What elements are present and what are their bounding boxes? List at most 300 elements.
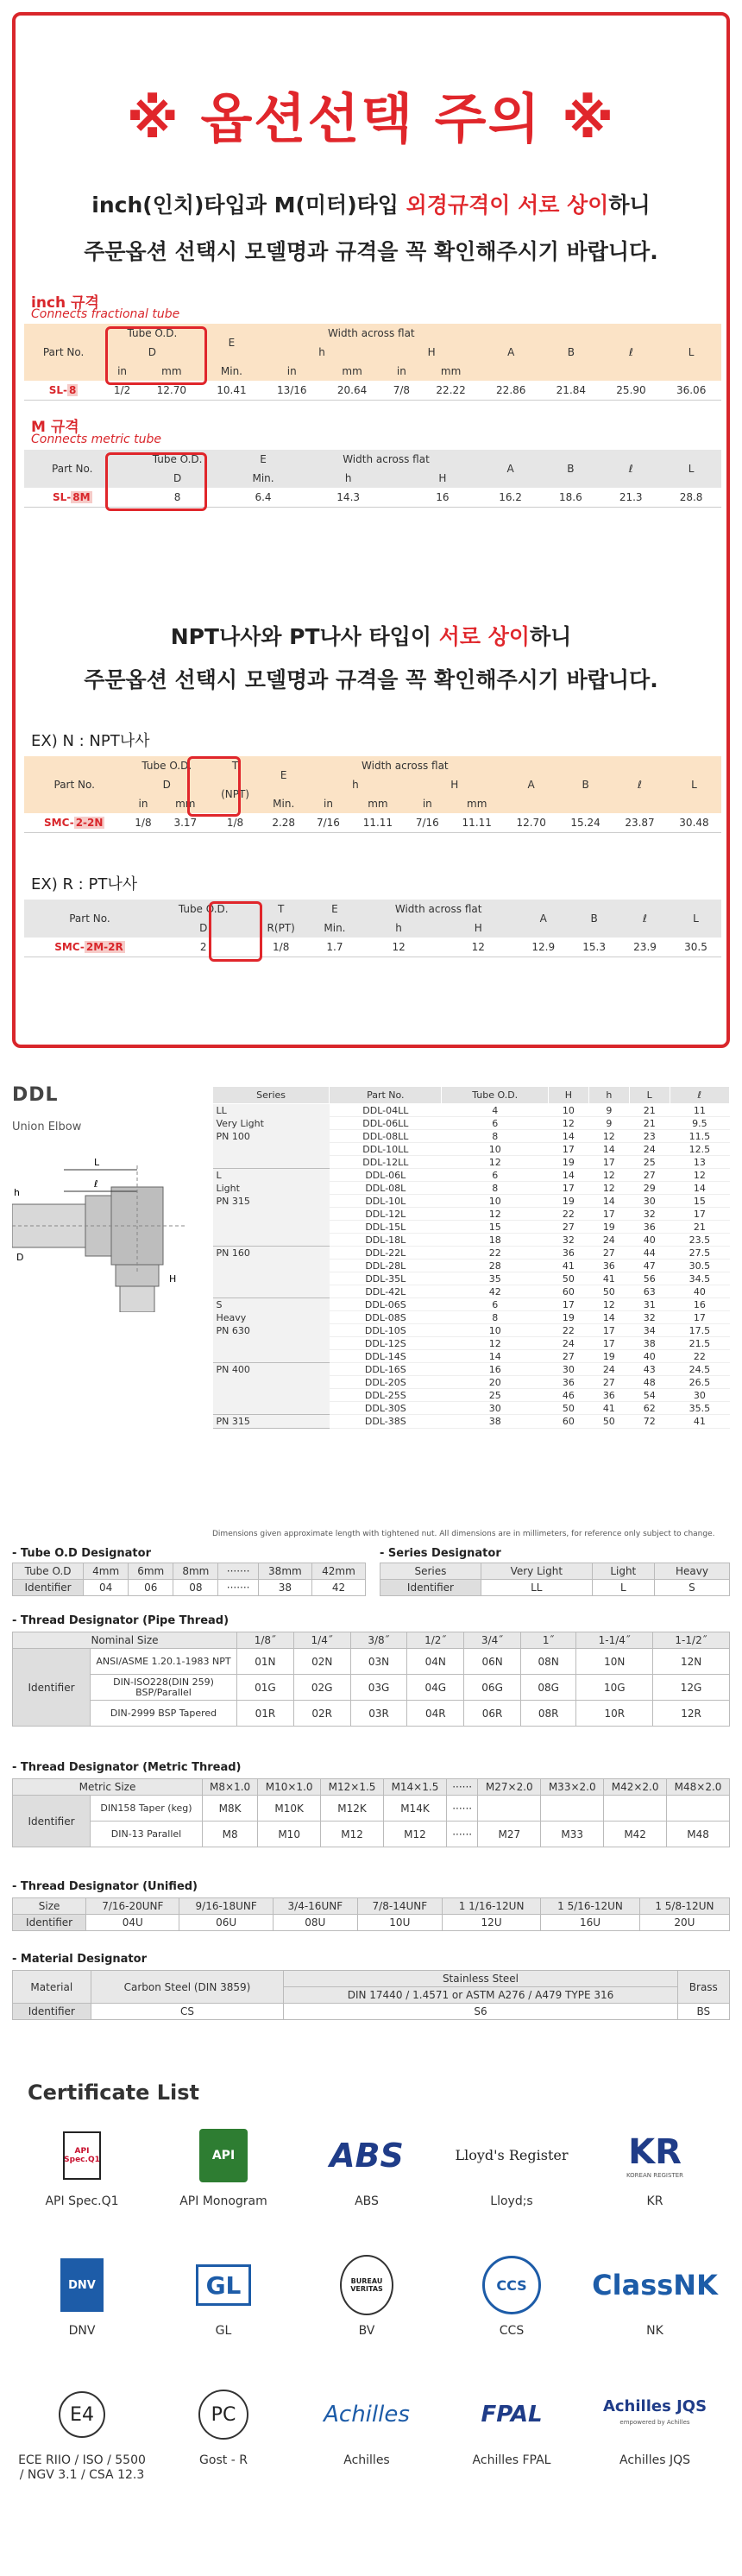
ddl-value: DDL-06L: [330, 1169, 442, 1182]
table-row: [213, 1087, 730, 1104]
certificate-logo-mark: Achilles: [324, 2402, 410, 2428]
part-number: [24, 813, 124, 832]
tube-od-title: - Tube O.D Designator: [12, 1547, 151, 1560]
ddl-value: 23: [629, 1130, 670, 1143]
ddl-value: 15: [670, 1195, 729, 1208]
certificate-caption: DNV: [68, 2324, 96, 2338]
value-cell: 23.87: [613, 813, 667, 832]
notice-line-3-c: 하니: [530, 624, 572, 649]
achilles-icon: [302, 2383, 431, 2447]
col-e: E: [261, 756, 306, 794]
certificate-gost: [159, 2383, 288, 2468]
ddl-column-header: Tube O.D.: [442, 1087, 549, 1104]
ddl-value: 41: [670, 1415, 729, 1429]
table-row: [13, 1779, 730, 1796]
ddl-value: 50: [548, 1272, 588, 1285]
ddl-value: 14: [588, 1195, 629, 1208]
ddl-value: 19: [548, 1195, 588, 1208]
ddl-value: 19: [548, 1311, 588, 1324]
ddl-value: 24: [588, 1363, 629, 1376]
ddl-value: 14: [548, 1130, 588, 1143]
diagram-label-L: L: [94, 1157, 100, 1168]
ddl-value: 24: [588, 1234, 629, 1247]
value-cell: 30.48: [667, 813, 721, 832]
api-q1-icon: [17, 2124, 147, 2188]
certificate-api-q1: [17, 2124, 147, 2209]
certificate-logo-mark: BUREAU VERITAS: [340, 2255, 393, 2315]
ddl-column-header: H: [548, 1087, 588, 1104]
table-row: [380, 1563, 730, 1580]
ddl-value: 21.5: [670, 1337, 729, 1350]
ddl-value: 27: [548, 1221, 588, 1234]
part-highlight: 2M-2R: [85, 940, 123, 953]
certificate-logo-mark: E4: [59, 2391, 105, 2438]
series-table: [380, 1563, 730, 1596]
certificate-caption: API Monogram: [179, 2194, 267, 2208]
designator-label: Identifier: [380, 1580, 481, 1596]
thread-identifier: M10K: [258, 1796, 321, 1822]
thread-identifier: M48: [667, 1822, 730, 1847]
table-row: [13, 1796, 730, 1822]
thread-identifier: 03N: [350, 1649, 407, 1675]
designator-value: L: [592, 1580, 654, 1596]
ddl-value: 12: [442, 1337, 549, 1350]
ddl-value: DDL-12S: [330, 1337, 442, 1350]
ddl-value: 30: [442, 1402, 549, 1415]
col-width-flat: Width across flat: [261, 324, 481, 343]
ddl-value: 25: [442, 1389, 549, 1402]
ddl-value: 41: [588, 1402, 629, 1415]
metric-size: M42×2.0: [604, 1779, 667, 1796]
diagram-label-D: D: [16, 1252, 24, 1263]
value-cell: 14.3: [292, 488, 405, 507]
certificate-logo-mark: FPAL: [481, 2402, 543, 2428]
thread-identifier: 06N: [464, 1649, 521, 1675]
tube-od-table: [12, 1563, 366, 1596]
thread-identifier: 02N: [293, 1649, 350, 1675]
certificate-logo-mark: GL: [196, 2264, 251, 2306]
value-cell: 12: [438, 938, 518, 957]
col-part-no: Part No.: [24, 900, 155, 938]
ddl-value: 11.5: [670, 1130, 729, 1143]
certificate-abs: [302, 2124, 431, 2209]
part-highlight: 2-2N: [75, 816, 104, 829]
ddl-value: DDL-12L: [330, 1208, 442, 1221]
col-2: ℓ: [601, 324, 662, 381]
nominal-size: 1-1/2˝: [653, 1632, 730, 1649]
col-tube-od: Tube O.D.: [103, 324, 202, 343]
diagram-label-h: h: [14, 1187, 20, 1198]
ddl-value: DDL-10S: [330, 1324, 442, 1337]
col-d: D: [155, 919, 252, 938]
metric-size: M48×2.0: [667, 1779, 730, 1796]
certificate-bv: [302, 2253, 431, 2339]
ddl-title: DDL: [12, 1084, 59, 1106]
thread-identifier: ······: [446, 1796, 477, 1822]
thread-identifier: 10G: [576, 1675, 653, 1701]
designator-value: 1 1/16-12UN: [442, 1898, 540, 1915]
thread-standard: DIN-ISO228(DIN 259) BSP/Parallel: [91, 1675, 237, 1701]
ddl-value: 13: [670, 1156, 729, 1169]
ddl-column-header: ℓ: [670, 1087, 729, 1104]
ddl-column-header: h: [588, 1087, 629, 1104]
ddl-value: 38: [442, 1415, 549, 1429]
table-row: [24, 756, 721, 775]
ddl-value: 6: [442, 1117, 549, 1130]
thread-identifier: [541, 1796, 604, 1822]
col-tube-od: Tube O.D.: [155, 900, 252, 919]
thread-identifier: [667, 1796, 730, 1822]
designator-value: 38: [258, 1580, 311, 1596]
col-e: E: [235, 450, 292, 469]
designator-value: 06: [129, 1580, 173, 1596]
ddl-value: 17: [588, 1156, 629, 1169]
col-t: T: [209, 756, 261, 775]
ddl-series-cell: LL Very Light PN 100: [213, 1104, 330, 1169]
ddl-value: 40: [629, 1350, 670, 1363]
diagram-label-H: H: [169, 1273, 177, 1285]
table-row: [13, 1563, 366, 1580]
certificate-caption: ECE RIIO / ISO / 5500 / NGV 3.1 / CSA 12.3: [18, 2453, 146, 2482]
col-tube-od: Tube O.D.: [120, 450, 234, 469]
ddl-series-cell: S Heavy PN 630: [213, 1298, 330, 1363]
table-row: [213, 1104, 730, 1117]
ddl-value: 19: [548, 1156, 588, 1169]
notice-title: ※ 옵션선택 주의 ※: [126, 87, 616, 150]
designator-value: 7/16-20UNF: [86, 1898, 179, 1915]
ddl-value: DDL-06LL: [330, 1117, 442, 1130]
ddl-value: 17: [670, 1208, 729, 1221]
nominal-size: 1/2˝: [407, 1632, 464, 1649]
ddl-value: 24: [548, 1337, 588, 1350]
kr-icon: [590, 2124, 720, 2188]
certificate-achilles: [302, 2383, 431, 2468]
jqs-icon: [590, 2383, 720, 2447]
notice-line-1: [16, 188, 726, 219]
designator-value: 42: [311, 1580, 365, 1596]
ddl-value: 20: [442, 1376, 549, 1389]
notice-line-3-a: NPT나사와 PT나사 타입이: [170, 624, 439, 649]
nominal-size: 1-1/4˝: [576, 1632, 653, 1649]
thread-standard: DIN-2999 BSP Tapered: [91, 1701, 237, 1727]
col-17: B: [558, 756, 613, 813]
designator-value: ·······: [218, 1580, 258, 1596]
col-12: ℓ: [619, 900, 670, 938]
ddl-value: 28: [442, 1260, 549, 1272]
ddl-value: 34.5: [670, 1272, 729, 1285]
designator-label: Identifier: [13, 1580, 84, 1596]
ddl-value: 17: [548, 1143, 588, 1156]
certificate-caption: API Spec.Q1: [45, 2194, 119, 2208]
designator-value: Heavy: [654, 1563, 729, 1580]
ddl-value: 56: [629, 1272, 670, 1285]
certificate-caption: Achilles FPAL: [472, 2453, 551, 2467]
designator-label: Tube O.D: [13, 1563, 84, 1580]
gl-icon: [159, 2253, 288, 2317]
thread-identifier: M27: [478, 1822, 541, 1847]
ccs-icon: [447, 2253, 576, 2317]
value-cell: 1.7: [311, 938, 359, 957]
col-part-no: Part No.: [24, 324, 103, 381]
ddl-value: 17: [548, 1298, 588, 1311]
ddl-value: DDL-06S: [330, 1298, 442, 1311]
ddl-value: 42: [442, 1285, 549, 1298]
designator-value: 1 5/16-12UN: [541, 1898, 639, 1915]
ddl-value: 27: [588, 1247, 629, 1260]
thread-identifier: M33: [541, 1822, 604, 1847]
value-cell: 18.6: [540, 488, 601, 507]
ddl-value: 9: [588, 1104, 629, 1117]
pt-title: EX) R : PT나사: [31, 875, 138, 893]
inch-tube-highlight: [105, 326, 207, 385]
designator-label: Series: [380, 1563, 481, 1580]
col-0: A: [481, 324, 541, 381]
thread-identifier: 08R: [520, 1701, 575, 1727]
designator-value: 42mm: [311, 1563, 365, 1580]
certificate-caption: CCS: [499, 2324, 525, 2338]
col-1: B: [541, 324, 601, 381]
identifier-label: Identifier: [13, 1796, 91, 1847]
ddl-column-header: L: [629, 1087, 670, 1104]
col-h: h: [261, 343, 382, 362]
metric-size: M27×2.0: [478, 1779, 541, 1796]
unified-thread-title: - Thread Designator (Unified): [12, 1880, 198, 1893]
value-cell: 12.70: [504, 813, 558, 832]
col-e: E: [311, 900, 359, 919]
ddl-value: 50: [548, 1402, 588, 1415]
certificate-caption: BV: [358, 2324, 375, 2338]
col-part-no: Part No.: [24, 756, 124, 813]
thread-identifier: 04N: [407, 1649, 464, 1675]
ddl-value: 36: [588, 1389, 629, 1402]
nominal-size: 1/8˝: [237, 1632, 294, 1649]
material-carbon: Carbon Steel (DIN 3859): [91, 1971, 284, 2004]
npt-thread-highlight: [187, 756, 241, 817]
table-row: [380, 1580, 730, 1596]
value-cell: 2.28: [261, 813, 306, 832]
ddl-value: 22: [548, 1324, 588, 1337]
ddl-value: 10: [548, 1104, 588, 1117]
ddl-value: 19: [588, 1221, 629, 1234]
ddl-value: DDL-04LL: [330, 1104, 442, 1117]
part-number: [24, 938, 155, 957]
ddl-value: DDL-22L: [330, 1247, 442, 1260]
certificate-caption: ABS: [355, 2194, 379, 2208]
ddl-value: 9.5: [670, 1117, 729, 1130]
ddl-value: 21: [629, 1104, 670, 1117]
designator-value: 10U: [357, 1915, 442, 1931]
unit-mm: mm: [322, 362, 382, 381]
thread-identifier: 08G: [520, 1675, 575, 1701]
designator-value: 38mm: [258, 1563, 311, 1580]
certificate-list-title: Certificate List: [28, 2080, 200, 2105]
designator-value: S: [654, 1580, 729, 1596]
col-11: B: [569, 900, 619, 938]
thread-identifier: [478, 1796, 541, 1822]
col-tube-od: Tube O.D.: [124, 756, 209, 775]
ddl-value: 9: [588, 1117, 629, 1130]
unit-in: in: [261, 362, 322, 381]
identifier-label: Identifier: [13, 1649, 91, 1727]
designator-label: Size: [13, 1898, 86, 1915]
ddl-value: 12: [442, 1208, 549, 1221]
designator-value: 12U: [442, 1915, 540, 1931]
part-prefix: SMC-: [44, 816, 74, 829]
col-18: ℓ: [613, 756, 667, 813]
certificate-nk: [590, 2253, 720, 2339]
ddl-value: 60: [548, 1415, 588, 1429]
part-prefix: SL-: [52, 490, 72, 503]
ddl-value: 54: [629, 1389, 670, 1402]
ddl-value: 40: [670, 1285, 729, 1298]
part-highlight: 8: [69, 383, 77, 396]
table-row: [213, 1363, 730, 1376]
ddl-value: DDL-30S: [330, 1402, 442, 1415]
notice-line-4: 주문옵션 선택시 모델명과 규격을 꼭 확인해주시기 바랍니다.: [84, 667, 658, 692]
table-row: [13, 1675, 730, 1701]
gost-icon: [159, 2383, 288, 2447]
certificate-logo-mark: ABS: [330, 2137, 404, 2175]
designator-value: 9/16-18UNF: [179, 1898, 273, 1915]
ddl-value: 72: [629, 1415, 670, 1429]
ddl-value: DDL-38S: [330, 1415, 442, 1429]
col-rpt: R(PT): [252, 919, 311, 938]
value-cell: 3.17: [161, 813, 209, 832]
ddl-value: 19: [588, 1350, 629, 1363]
unit-mm: mm: [350, 794, 405, 813]
thread-identifier: M42: [604, 1822, 667, 1847]
ddl-note: Dimensions given approximate length with tightened nut. All dimensions are in millimeters, for reference only subject to change.: [212, 1530, 715, 1538]
notice-line-3-b: 서로 상이: [438, 624, 530, 649]
part-prefix: SMC-: [54, 940, 85, 953]
value-cell: 16.2: [481, 488, 541, 507]
thread-identifier: 12N: [653, 1649, 730, 1675]
col-width-flat: Width across flat: [306, 756, 505, 775]
value-cell: 1/8: [209, 813, 261, 832]
ddl-series-cell: L Light PN 315: [213, 1169, 330, 1247]
series-title: - Series Designator: [380, 1547, 501, 1560]
col-e-min: Min.: [311, 919, 359, 938]
value-cell: 10.41: [202, 381, 262, 400]
ddl-value: 27.5: [670, 1247, 729, 1260]
certificate-jqs: [590, 2383, 720, 2468]
value-cell: 11.11: [450, 813, 504, 832]
ddl-value: 14: [588, 1311, 629, 1324]
ddl-value: 41: [588, 1272, 629, 1285]
table-row: [13, 1649, 730, 1675]
ddl-value: 41: [548, 1260, 588, 1272]
ddl-value: DDL-35L: [330, 1272, 442, 1285]
ddl-value: DDL-25S: [330, 1389, 442, 1402]
certificate-gl: [159, 2253, 288, 2339]
value-cell: 1/2: [103, 381, 141, 400]
thread-standard: DIN158 Taper (keg): [91, 1796, 203, 1822]
designator-value: Very Light: [481, 1563, 592, 1580]
thread-identifier: 06R: [464, 1701, 521, 1727]
unit-in: in: [103, 362, 141, 381]
certificate-caption: GL: [215, 2324, 232, 2338]
col-h: h: [292, 469, 405, 488]
ddl-value: 26.5: [670, 1376, 729, 1389]
ddl-value: 12: [442, 1156, 549, 1169]
col-8: A: [481, 450, 541, 488]
table-row: [13, 1632, 730, 1649]
ddl-value: 10: [442, 1195, 549, 1208]
ddl-value: 36: [548, 1376, 588, 1389]
inch-subtitle: Connects fractional tube: [31, 307, 180, 321]
thread-identifier: 10R: [576, 1701, 653, 1727]
designator-value: 4mm: [84, 1563, 129, 1580]
ddl-value: 11: [670, 1104, 729, 1117]
designator-value: 6mm: [129, 1563, 173, 1580]
value-cell: 22.22: [421, 381, 481, 400]
ddl-value: 18: [442, 1234, 549, 1247]
unified-thread-table: [12, 1897, 730, 1931]
ddl-value: 12: [588, 1169, 629, 1182]
ddl-value: DDL-08LL: [330, 1130, 442, 1143]
metric-size: ······: [446, 1779, 477, 1796]
value-cell: 28.8: [661, 488, 721, 507]
ddl-value: 4: [442, 1104, 549, 1117]
value-cell: 11.11: [350, 813, 405, 832]
abs-icon: [302, 2124, 431, 2188]
npt-title: EX) N : NPT나사: [31, 732, 150, 750]
inch-title: inch 규격: [31, 294, 99, 312]
ddl-value: DDL-14S: [330, 1350, 442, 1363]
material-identifier-label: Identifier: [13, 2004, 91, 2020]
thread-identifier: 03G: [350, 1675, 407, 1701]
ddl-value: 12: [588, 1182, 629, 1195]
ddl-value: 38: [629, 1337, 670, 1350]
designator-value: 04: [84, 1580, 129, 1596]
thread-identifier: 08N: [520, 1649, 575, 1675]
pt-thread-highlight: [209, 901, 262, 962]
designator-value: Light: [592, 1563, 654, 1580]
value-cell: 1/8: [252, 938, 311, 957]
material-label: Material: [13, 1971, 91, 2004]
unit-mm: mm: [421, 362, 481, 381]
dnv-icon: [17, 2253, 147, 2317]
designator-value: 16U: [541, 1915, 639, 1931]
ddl-series-cell: PN 400: [213, 1363, 330, 1415]
designator-value: 3/4-16UNF: [273, 1898, 357, 1915]
nominal-size: 1˝: [520, 1632, 575, 1649]
ddl-series-cell: PN 160: [213, 1247, 330, 1298]
ddl-value: 60: [548, 1285, 588, 1298]
nominal-size: 3/4˝: [464, 1632, 521, 1649]
union-elbow-diagram: [12, 1144, 198, 1312]
ddl-value: 8: [442, 1182, 549, 1195]
ddl-value: 12: [670, 1169, 729, 1182]
designator-value: 08U: [273, 1915, 357, 1931]
col-width-flat: Width across flat: [292, 450, 480, 469]
value-cell: 12.70: [141, 381, 202, 400]
value-cell: 20.64: [322, 381, 382, 400]
value-cell: 1/8: [124, 813, 161, 832]
lloyds-icon: [447, 2124, 576, 2188]
thread-identifier: 12R: [653, 1701, 730, 1727]
certificate-caption: Gost - R: [199, 2453, 248, 2467]
col-npt: (NPT): [209, 775, 261, 813]
ddl-value: 6: [442, 1298, 549, 1311]
table-row: [13, 1915, 730, 1931]
thread-identifier: 01N: [237, 1649, 294, 1675]
material-stainless: Stainless Steel: [284, 1971, 677, 1987]
ddl-value: 10: [442, 1143, 549, 1156]
ddl-value: 21: [670, 1221, 729, 1234]
metric-size: M14×1.5: [384, 1779, 447, 1796]
ddl-value: 30: [670, 1389, 729, 1402]
